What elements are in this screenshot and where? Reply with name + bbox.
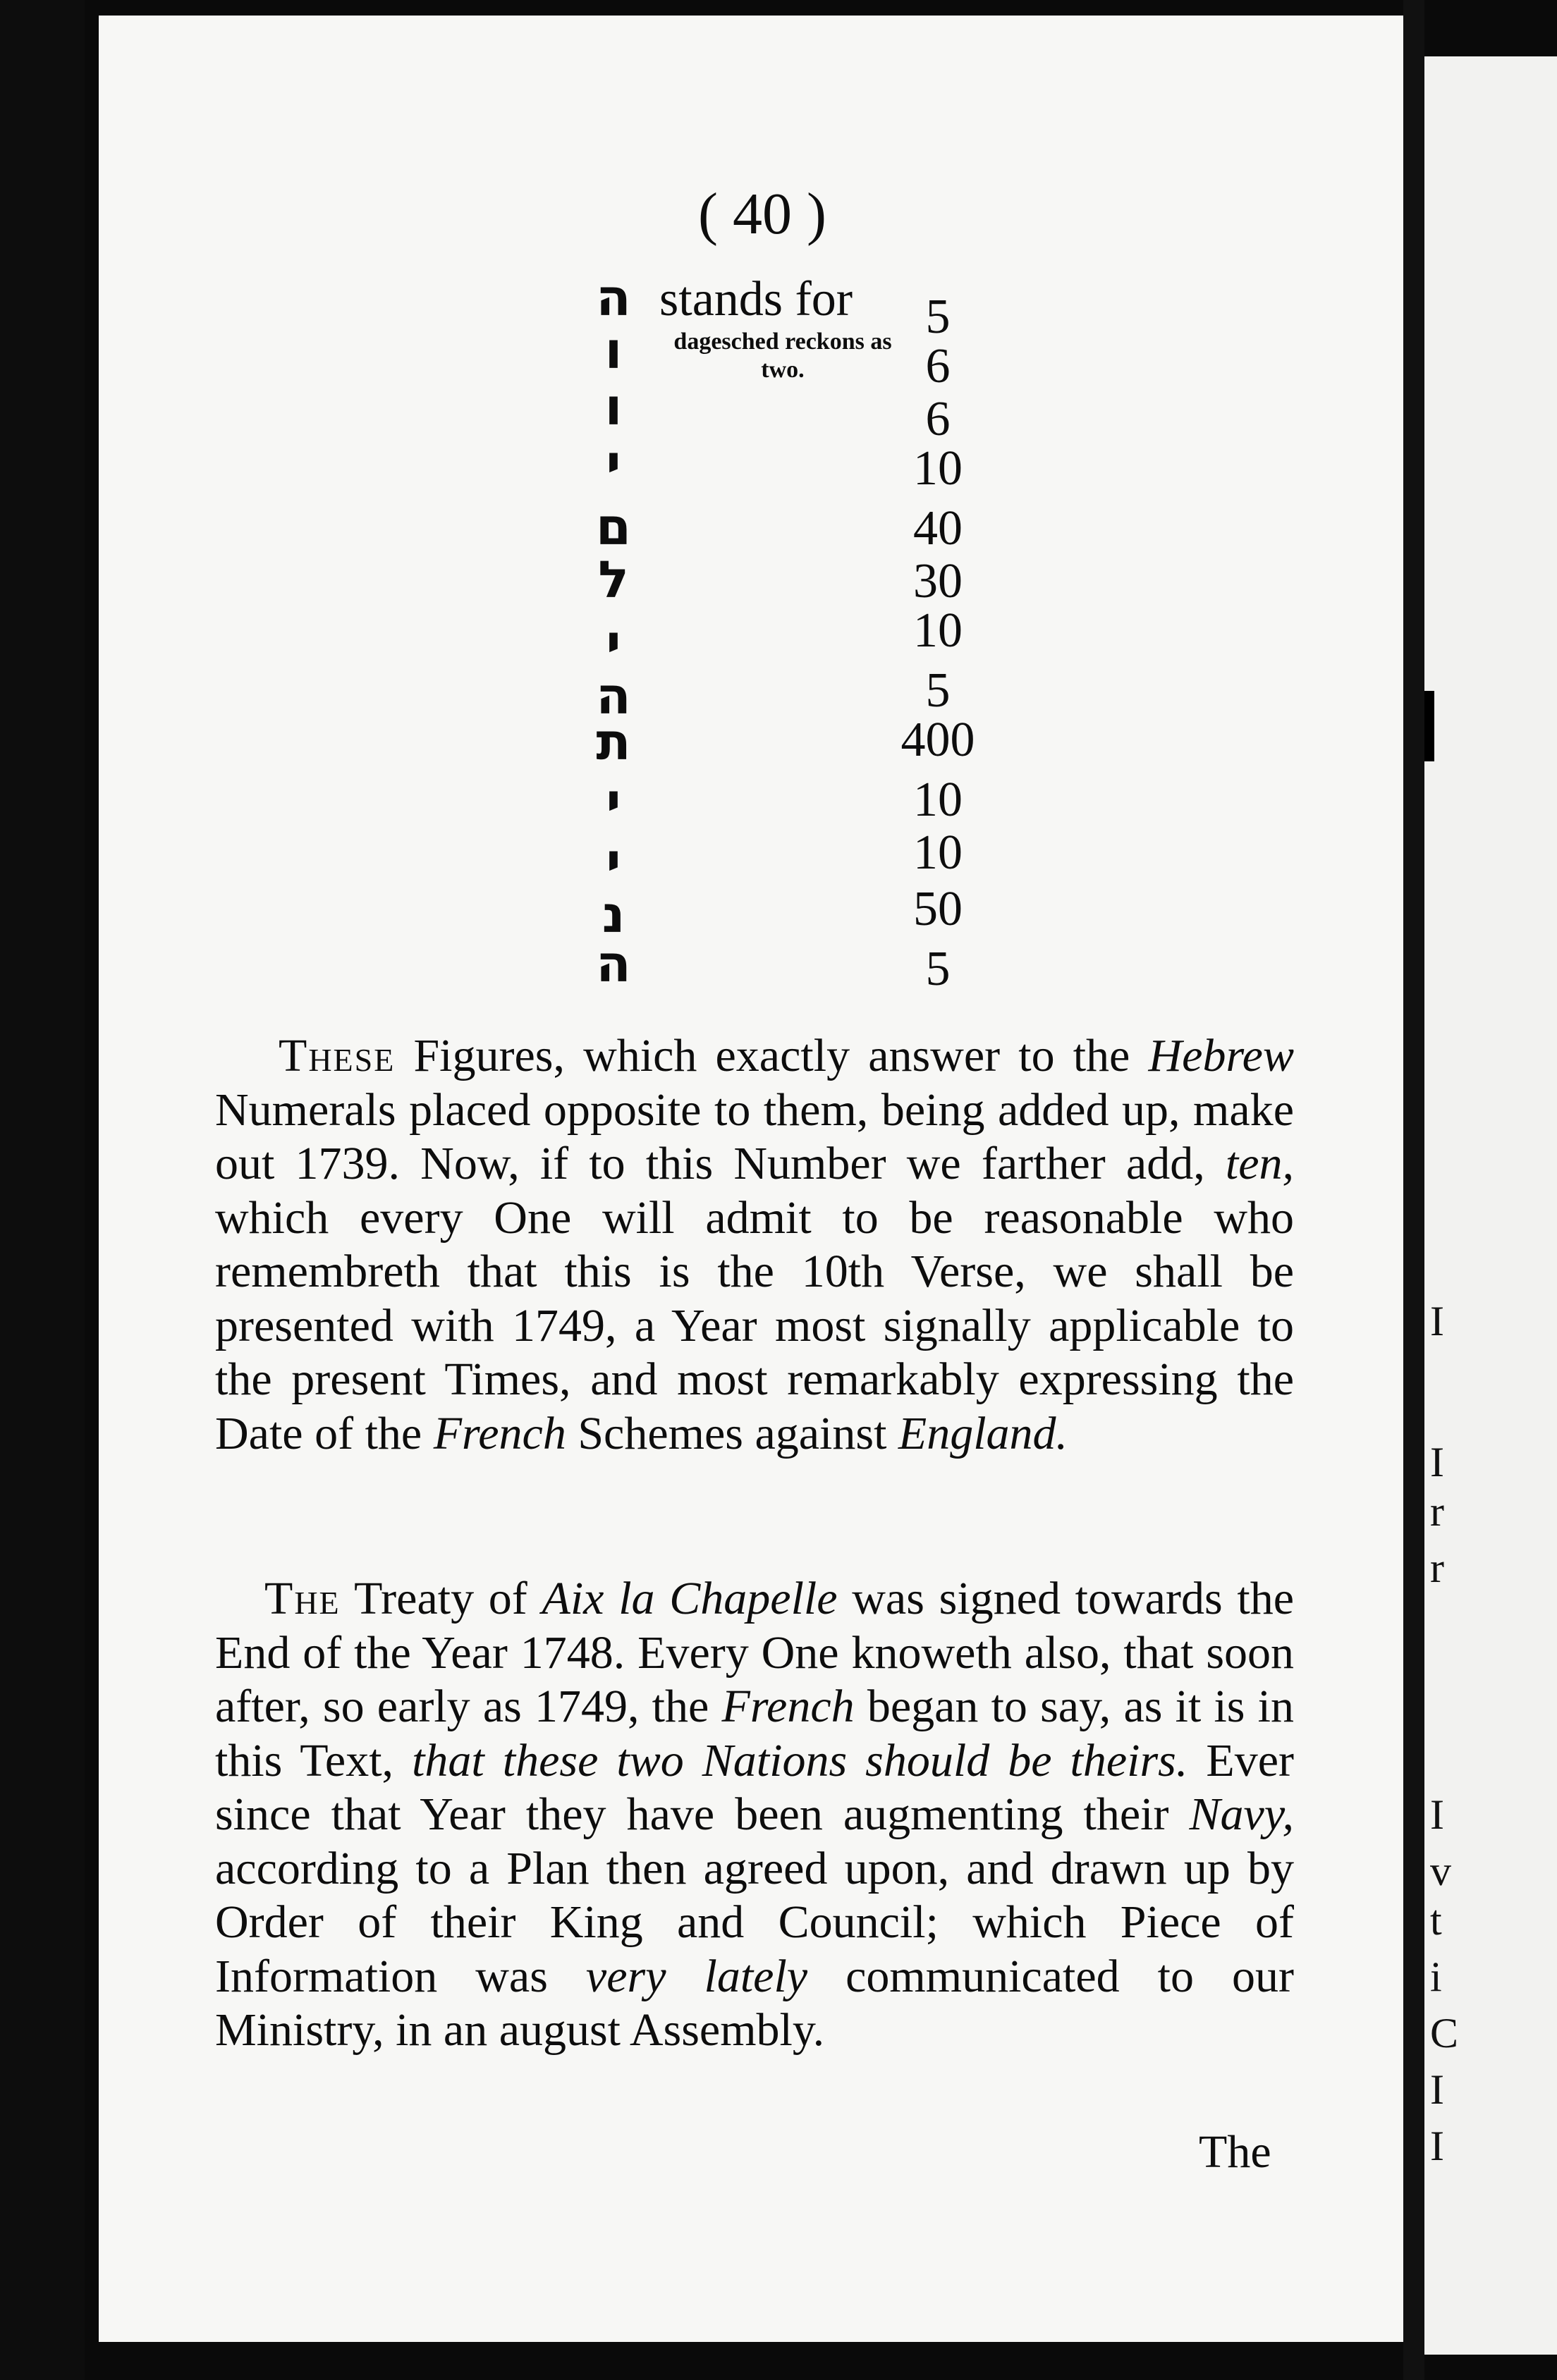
numeral-value: 50 [913,882,963,936]
next-page-fragment: I [1430,2123,1444,2169]
dagesh-note: dagesched reckons as two. [673,329,892,383]
next-page-fragment: I [1430,1791,1444,1838]
next-page-edge [1424,56,1557,2355]
numeral-value: 10 [913,826,963,880]
paragraph-text: Numerals placed opposite to them, being added up, make out 1739. Now, if to this Number we farther add, [215,1084,1294,1189]
italic-term: ten, [1225,1138,1294,1189]
numeral-value: 10 [913,441,963,496]
hebrew-letter: ה [596,666,631,725]
numeral-value: 40 [913,501,963,556]
italic-term: French [721,1681,855,1732]
numeral-value: 5 [925,663,951,718]
paragraph-text: began to say, as it is in this Text, [215,1681,1294,1786]
hebrew-letter: י [606,613,621,673]
italic-term: Aix la Chapelle [542,1573,838,1624]
paragraph-text: communicated to our Ministry, in an august Assembly. [215,1950,1294,2056]
numeral-value: 5 [925,290,951,344]
numeral-value: 6 [925,392,951,446]
hebrew-letter: ת [596,712,631,771]
next-page-fragment: I [1430,2066,1444,2113]
next-page-fragment: I [1430,1439,1444,1485]
body-paragraph [215,1029,1294,1461]
paragraph-text: Schemes against [566,1407,898,1459]
catchword: The [1199,2126,1271,2178]
paragraph-text: was signed towards the End of the Year 1748. Every One knoweth also, that soon after, so early as 1749, the [215,1573,1295,1732]
body-paragraph [215,1572,1294,2058]
paragraph-text: which every One will admit to be reasonable who remembreth that this is the 10th Verse, we shall be presented with 1749, a Year most signally applicable to the present Times, and most remarkably expressing the Date of the [215,1191,1294,1459]
next-page-fragment: r [1430,1488,1444,1535]
hebrew-letter: נ [602,885,625,944]
scan-left-edge [0,0,85,2380]
hebrew-letter: ה [596,268,631,327]
italic-quote: that these two Nations should be theirs. [412,1734,1188,1786]
hebrew-letter: י [606,434,621,493]
hebrew-letter: י [606,832,621,891]
paragraph-text: according to a Plan then agreed upon, and drawn up by Order of their King and Council; which Piece of Information was [215,1842,1294,2002]
numeral-value: 6 [925,339,951,393]
next-page-fragment: v [1430,1848,1451,1894]
stands-for-label: stands for [659,272,853,326]
paragraph-lead-word: The [264,1573,341,1624]
next-page-fragment: i [1430,1953,1442,2000]
page-number: ( 40 ) [698,181,826,247]
hebrew-letter: ה [596,934,631,993]
italic-term: French [433,1407,566,1459]
paragraph-text: Figures, which exactly answer to the [395,1030,1149,1081]
italic-term: very lately [585,1950,808,2002]
next-page-fragment: I [1430,1298,1444,1344]
italic-term: Hebrew [1148,1030,1294,1081]
next-page-fragment: C [1430,2010,1459,2056]
scan-mark [1424,691,1434,761]
paragraph-lead-word: These [279,1030,396,1081]
hebrew-letter: ל [598,550,629,609]
numeral-value: 400 [900,713,975,767]
numeral-value: 5 [925,942,951,996]
book-gutter [1403,0,1424,2380]
italic-term: England. [898,1407,1068,1459]
numeral-value: 30 [913,554,963,608]
next-page-fragment: t [1430,1897,1442,1944]
hebrew-letter: י [606,772,621,831]
numeral-value: 10 [913,773,963,827]
numeral-value: 10 [913,603,963,658]
italic-term: Navy, [1189,1789,1294,1840]
hebrew-letter: ו [604,377,623,436]
paragraph-text: Treaty of [340,1573,542,1624]
paragraph-text: Ever since that Year they have been augmenting their [215,1734,1294,1840]
next-page-fragment: r [1430,1545,1444,1591]
hebrew-letter: ם [595,497,632,556]
hebrew-letter: ו [604,321,623,380]
